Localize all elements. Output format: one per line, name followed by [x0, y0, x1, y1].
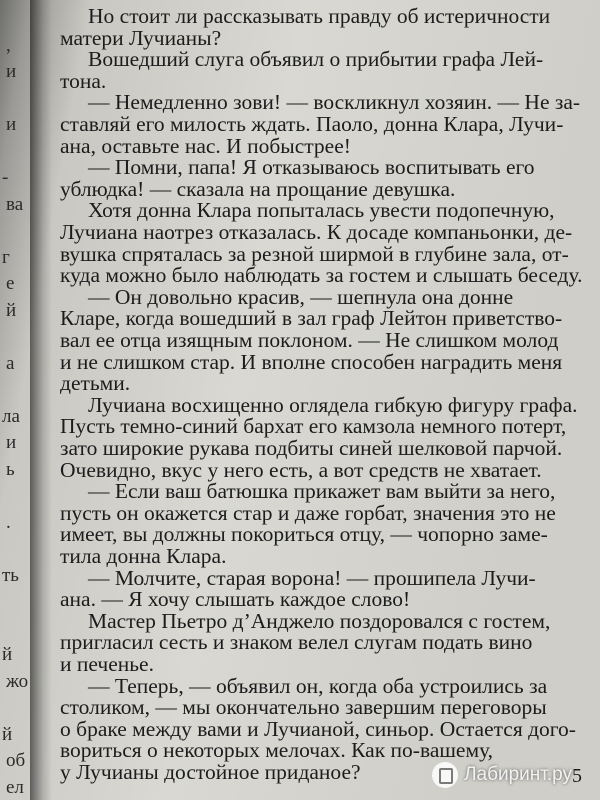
text-line: — Немедленно зови! — воскликнул хозяин. — Не за-: [88, 90, 581, 115]
left-page-fragment: .: [6, 511, 11, 533]
watermark: [432, 762, 572, 788]
text-line: Но стоит ли рассказывать правду об истеричности: [88, 4, 551, 28]
text-line: Лучиана восхищенно оглядела гибкую фигуру графа.: [88, 392, 578, 417]
left-page-fragment: а: [6, 352, 15, 374]
left-page-fragment: ь: [6, 458, 15, 480]
book-gutter: [30, 0, 52, 800]
left-page-fragment: ла: [2, 405, 20, 427]
text-line: пусть он окажется стар и даже горбат, значения это не: [60, 500, 556, 525]
left-page-fragment: е: [6, 273, 15, 294]
left-page-fragment: й: [2, 723, 13, 745]
text-line: столиком, — мы окончательно завершим переговоры: [60, 695, 547, 720]
left-page-fragment: ть: [2, 564, 19, 586]
text-line: и печенье.: [60, 652, 154, 676]
text-line: матери Лучианы?: [60, 25, 222, 50]
text-line: — Помни, папа! Я отказываюсь воспитывать его: [88, 155, 535, 180]
left-page-fragment: жо: [6, 670, 29, 692]
text-line: и не слишком стар. И вполне способен наградить меня: [60, 349, 563, 374]
text-line: Лучиана наотрез отказалась. К досаде компаньонки, де-: [60, 220, 573, 244]
text-line: у Лучианы достойное приданое?: [60, 760, 361, 784]
labirint-logo-icon: [432, 762, 458, 788]
text-line: тона.: [60, 68, 107, 93]
left-page-fragment: об: [6, 750, 26, 771]
left-page-fragment: ел: [6, 776, 24, 798]
text-line: куда можно было наблюдать за гостем и слышать беседу.: [60, 263, 583, 288]
left-page-fragment: г: [2, 246, 10, 268]
text-line: ана, оставьте нас. И побыстрее!: [60, 133, 351, 158]
text-line: детьми.: [60, 371, 131, 396]
text-line: — Теперь, — объявил он, когда оба устроились за: [88, 673, 548, 698]
text-line: — Он довольно красив, — шепнула она донне: [88, 284, 514, 309]
text-line: тила донна Клара.: [60, 544, 227, 568]
left-page-fragment: й: [2, 644, 13, 665]
text-line: Очевидно, вкус у него есть, а вот средств не хватает.: [60, 457, 542, 482]
left-page-fragment: и: [6, 114, 17, 135]
left-page-fragment: й: [6, 299, 17, 321]
text-line: — Если ваш батюшка прикажет вам выйти за него,: [88, 479, 556, 504]
text-line: Хотя донна Клара попыталась увести подопечную,: [88, 198, 555, 223]
left-page-fragment: и: [6, 432, 17, 453]
text-line: вал ее отца изящным поклоном. — Не слишком молод: [60, 328, 559, 352]
book-page: [54, 0, 600, 800]
text-line: пригласил сесть и знаком велел слугам подать вино: [60, 630, 533, 655]
text-line: — Молчите, старая ворона! — прошипела Лучи-: [88, 565, 536, 590]
text-line: вориться о некоторых мелочах. Как по-вашему,: [60, 738, 494, 763]
text-line: Вошедший слуга объявил о прибытии графа Лей-: [88, 47, 544, 72]
page-number: 5: [572, 765, 582, 787]
left-page-fragment: и: [6, 61, 17, 82]
text-line: Мастер Пьетро д’Анджело поздоровался с гостем,: [88, 608, 551, 633]
text-line: Кларе, когда вошедший в зал граф Лейтон приветство-: [60, 306, 563, 331]
text-line: имеет, вы должны покориться отцу, — чопорно заме-: [60, 522, 548, 547]
text-line: о браке между вами и Лучианой, синьор. Остается дого-: [60, 716, 576, 741]
text-line: ублюдка! — сказала на прощание девушка.: [60, 176, 456, 201]
text-line: ана. — Я хочу слышать каждое слово!: [60, 587, 411, 612]
text-line: зато широкие рукава подбиты синей шелковой парчой.: [60, 436, 563, 460]
text-line: вушка спряталась за резной ширмой в глубине зала, от-: [60, 241, 569, 266]
watermark-text: Лабиринт.ру: [464, 764, 572, 785]
left-page-fragment: -: [2, 167, 9, 188]
left-page-edge: [0, 0, 30, 800]
text-line: ставляй его милость ждать. Паоло, донна Клара, Лучи-: [60, 112, 564, 136]
left-page-fragment: ва: [6, 193, 24, 215]
left-page-fragment: ,: [6, 34, 11, 56]
text-line: Пусть темно-синий бархат его камзола немного потерт,: [60, 414, 567, 439]
